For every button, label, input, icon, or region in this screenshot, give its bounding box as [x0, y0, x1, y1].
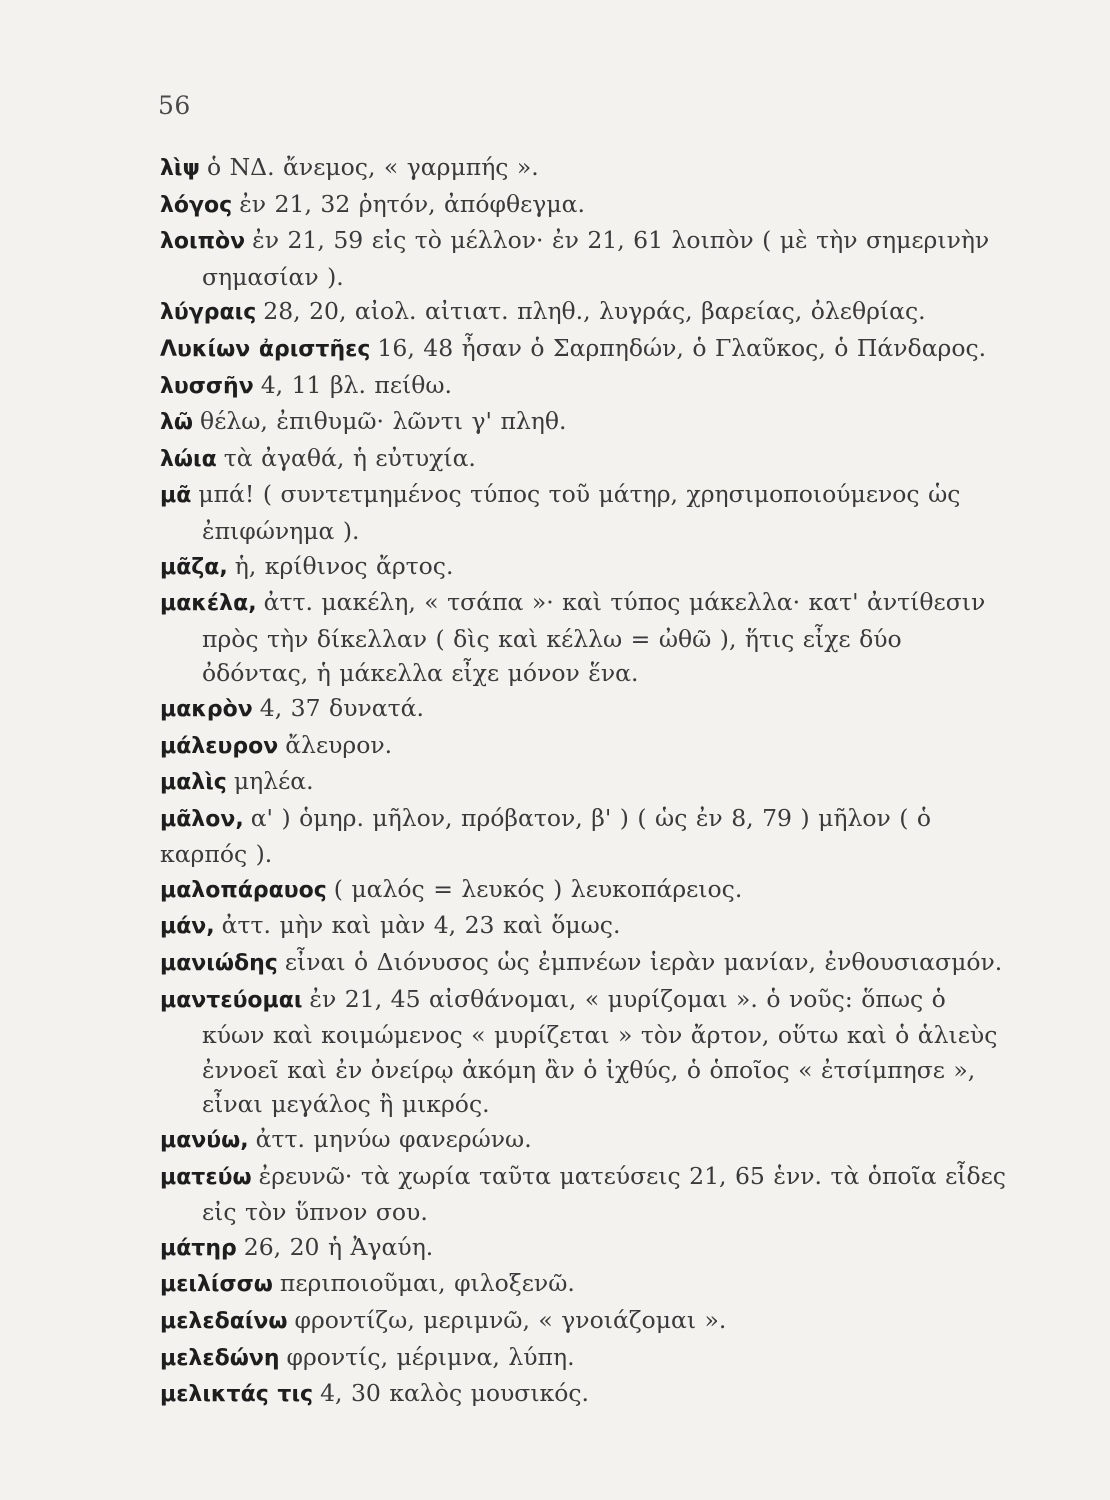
glossary-entry — [160, 1376, 1016, 1413]
glossary-entry — [160, 872, 1016, 909]
entry-definition: 16, 48 ἦσαν ὁ Σαρπηδών, ὁ Γλαῦκος, ὁ Πάνδαρος. — [377, 333, 987, 362]
glossary-entry — [160, 908, 1016, 945]
glossary-entry — [160, 187, 1016, 224]
entry-definition: ἐν 21, 32 ῥητόν, ἀπόφθεγμα. — [239, 189, 585, 218]
entry-headword: μᾶζα, — [160, 554, 228, 580]
entry-headword: μάλευρον — [160, 733, 279, 759]
entry-headword: μαντεύομαι — [160, 987, 303, 1013]
entry-definition: α' ) ὁμηρ. μῆλον, πρόβατον, β' ) ( ὡς ἐν 8, 79 ) μῆλον ( ὁ καρπός ). — [160, 803, 932, 869]
entry-headword: ματεύω — [160, 1164, 252, 1190]
glossary-entry — [160, 331, 1016, 368]
entry-headword: λόγος — [160, 192, 233, 218]
glossary-entry — [160, 764, 1016, 801]
glossary-entry — [160, 150, 1016, 187]
entry-headword: λώια — [160, 446, 217, 472]
entry-definition: 28, 20, αἰολ. αἰτιατ. πληθ., λυγράς, βαρείας, ὀλεθρίας. — [263, 297, 926, 326]
glossary-entry — [160, 223, 1016, 294]
glossary-entry — [160, 1266, 1016, 1303]
glossary-entry — [160, 1303, 1016, 1340]
entry-headword: Λυκίων ἀριστῆες — [160, 336, 371, 362]
entry-definition: ἄλευρον. — [285, 730, 393, 759]
glossary-entry — [160, 368, 1016, 405]
glossary-entry — [160, 982, 1016, 1122]
glossary-entry — [160, 294, 1016, 331]
entry-definition: ἐν 21, 45 αἰσθάνομαι, « μυρίζομαι ». ὁ νοῦς: ὅπως ὁ κύων καὶ κοιμώμενος « μυρίζεται » τὸν ἄρτον, οὕτω καὶ ὁ ἁλιεὺς ἐννοεῖ καὶ ἐν ὀνείρῳ ἀκόμη ἂν ὁ ἰχθύς, ὁ ὁποῖος « ἐτσίμπησε », εἶναι μεγάλος ἢ μικρός. — [202, 984, 998, 1119]
entry-headword: μᾶλον, — [160, 806, 244, 832]
entry-definition: θέλω, ἐπιθυμῶ· λῶντι γ' πληθ. — [200, 407, 567, 436]
entry-definition: 4, 37 δυνατά. — [259, 693, 424, 722]
entry-headword: μαλοπάραυος — [160, 877, 327, 903]
entry-headword: μακρὸν — [160, 696, 253, 722]
entry-headword: λῶ — [160, 410, 194, 436]
entry-definition: ( μαλός = λευκός ) λευκοπάρειος. — [333, 874, 743, 903]
glossary-entry — [160, 1340, 1016, 1377]
entry-headword: μελεδώνη — [160, 1345, 280, 1371]
entry-headword: μανύω, — [160, 1128, 249, 1154]
entry-definition: ἐν 21, 59 εἰς τὸ μέλλον· ἐν 21, 61 λοιπὸν ( μὲ τὴν σημερινὴν σημασίαν ). — [202, 226, 990, 291]
entry-headword: λὶψ — [160, 156, 200, 181]
entry-definition: ἡ, κρίθινος ἄρτος. — [234, 551, 454, 580]
entry-definition: ἀττ. μακέλη, « τσάπα »· καὶ τύπος μάκελλα· κατ' ἀντίθεσιν πρὸς τὴν δίκελλαν ( δὶς καὶ κέλλω = ὠθῶ ), ἥτις εἶχε δύο ὀδόντας, ἡ μάκελλα εἶχε μόνον ἕνα. — [202, 588, 986, 688]
entry-definition: ἀττ. μηνύω φανερώνω. — [255, 1125, 532, 1154]
glossary-entry — [160, 801, 1016, 872]
glossary-entry — [160, 1230, 1016, 1267]
entry-definition: ἀττ. μὴν καὶ μὰν 4, 23 καὶ ὅμως. — [221, 911, 621, 940]
entry-definition: 26, 20 ἡ Ἀγαύη. — [243, 1232, 434, 1261]
glossary-entry — [160, 728, 1016, 765]
entry-definition: περιποιοῦμαι, φιλοξενῶ. — [279, 1269, 575, 1298]
page-number: 56 — [158, 91, 191, 120]
glossary-entry — [160, 585, 1016, 691]
entry-definition: φροντίς, μέριμνα, λύπη. — [286, 1342, 575, 1371]
entry-definition: 4, 30 καλὸς μουσικός. — [320, 1379, 590, 1408]
entry-definition: ἐρευνῶ· τὰ χωρία ταῦτα ματεύσεις 21, 65 ἑνν. τὰ ὁποῖα εἶδες εἰς τὸν ὕπνον σου. — [202, 1161, 1006, 1227]
entry-definition: ὁ ΝΔ. ἄνεμος, « γαρμπής ». — [206, 153, 539, 181]
glossary-entry — [160, 1122, 1016, 1159]
entry-headword: λοιπὸν — [160, 229, 246, 255]
entry-definition: τὰ ἀγαθά, ἡ εὐτυχία. — [223, 443, 476, 472]
glossary-entry — [160, 441, 1016, 478]
entry-headword: μανιώδης — [160, 951, 278, 977]
entry-headword: μᾶ — [160, 483, 192, 509]
entry-headword: λύγραις — [160, 300, 257, 326]
entry-headword: μειλίσσω — [160, 1272, 273, 1298]
entry-definition: μπά! ( συντετμημένος τύπος τοῦ μάτηρ, χρησιμοποιούμενος ὡς ἐπιφώνημα ). — [198, 480, 961, 545]
entry-definition: μηλέα. — [233, 767, 314, 796]
entry-headword: μάν, — [160, 914, 215, 940]
entry-headword: μακέλα, — [160, 591, 257, 617]
entry-headword: μαλὶς — [160, 770, 227, 796]
entry-headword: μελικτάς τις — [160, 1382, 314, 1408]
entry-headword: μελεδαίνω — [160, 1309, 288, 1334]
glossary-entry — [160, 945, 1016, 982]
glossary-entry — [160, 549, 1016, 586]
entry-definition: 4, 11 βλ. πείθω. — [260, 370, 453, 399]
entry-definition: φροντίζω, μεριμνῶ, « γνοιάζομαι ». — [294, 1306, 727, 1334]
glossary-entry — [160, 691, 1016, 728]
glossary-entries — [160, 150, 1016, 1413]
entry-headword: λυσσῆν — [160, 373, 254, 399]
entry-headword: μάτηρ — [160, 1235, 237, 1261]
glossary-entry — [160, 404, 1016, 441]
glossary-entry — [160, 1159, 1016, 1230]
entry-definition: εἶναι ὁ Διόνυσος ὡς ἐμπνέων ἱερὰν μανίαν, ἐνθουσιασμόν. — [284, 948, 1003, 977]
glossary-entry — [160, 477, 1016, 548]
